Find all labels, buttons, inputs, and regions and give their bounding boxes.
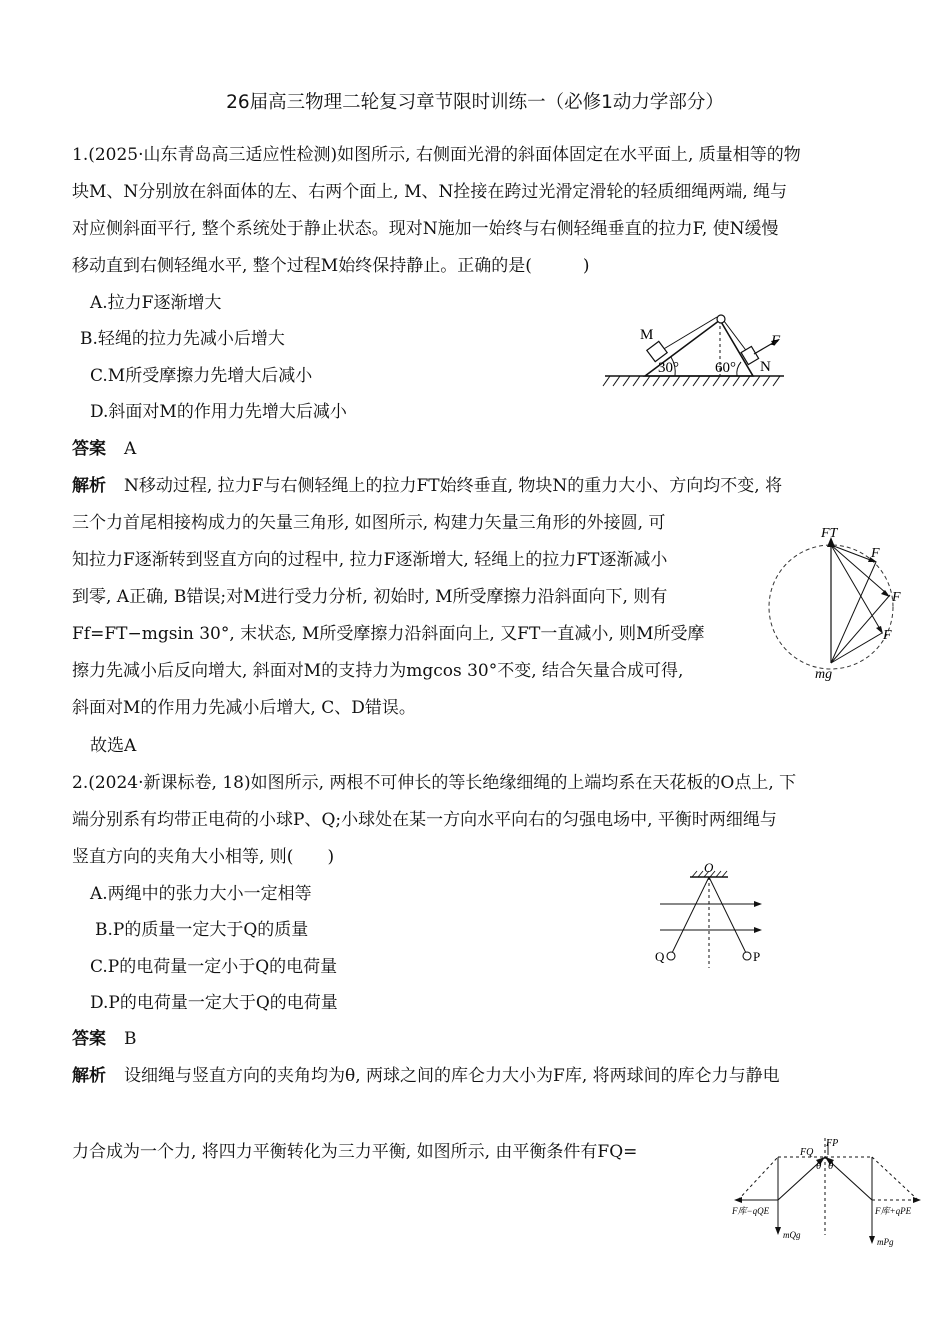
fig4-label-fq: FQ bbox=[800, 1147, 814, 1158]
q2-option-c: C.P的电荷量一定小于Q的电荷量 bbox=[90, 957, 338, 977]
q1-stem-line-1: 1.(2025·山东青岛高三适应性检测)如图所示, 右侧面光滑的斜面体固定在水平面上, 质量相等的物 bbox=[72, 145, 801, 165]
q1-incline-figure bbox=[600, 312, 790, 392]
q1-stem-line-3: 对应侧斜面平行, 整个系统处于静止状态。现对N施加一始终与右侧轻绳垂直的拉力F, 使N缓慢 bbox=[72, 219, 779, 239]
q1-force-circle-figure bbox=[765, 525, 915, 685]
q1-analysis-label: 解析 bbox=[72, 476, 106, 496]
fig4-label-fp: FP bbox=[826, 1138, 839, 1149]
q2-stem-line-3: 竖直方向的夹角大小相等, 则( ) bbox=[72, 847, 335, 867]
q1-option-c: C.M所受摩擦力先增大后减小 bbox=[90, 366, 313, 386]
fig2-label-ft: FT bbox=[821, 526, 838, 541]
fig3-label-p: P bbox=[753, 949, 761, 964]
q1-analysis-text-1: N移动过程, 拉力F与右侧轻绳上的拉力FT始终垂直, 物块N的重力大小、方向均不变, 将 bbox=[124, 476, 783, 496]
q1-analysis-line-4: 到零, A正确, B错误;对M进行受力分析, 初始时, M所受摩擦力沿斜面向下, 则有 bbox=[72, 587, 668, 607]
fig4-theta-left: θ bbox=[816, 1160, 822, 1172]
q2-force-figure bbox=[730, 1135, 925, 1250]
fig2-label-mg: mg bbox=[815, 667, 833, 682]
fig4-label-right-force: F库+qPE bbox=[875, 1206, 912, 1216]
q1-option-b: B.轻绳的拉力先减小后增大 bbox=[80, 329, 285, 349]
q1-option-a: A.拉力F逐渐增大 bbox=[90, 293, 222, 313]
q2-answer bbox=[72, 1024, 137, 1049]
fig4-theta-right: θ bbox=[828, 1160, 834, 1172]
q2-analysis-line-1 bbox=[72, 1061, 780, 1086]
q1-analysis-line-1 bbox=[72, 471, 782, 496]
q2-stem-line-2: 端分别系有均带正电荷的小球P、Q;小球处在某一方向水平向右的匀强电场中, 平衡时两细绳与 bbox=[72, 810, 777, 830]
fig3-label-q: Q bbox=[655, 949, 665, 964]
fig4-label-mp: mPg bbox=[877, 1237, 894, 1247]
q2-answer-value: B bbox=[124, 1029, 137, 1049]
q1-stem-line-2: 块M、N分别放在斜面体的左、右两个面上, M、N拴接在跨过光滑定滑轮的轻质细绳两端, 绳与 bbox=[72, 182, 788, 202]
q1-analysis-line-5: Ff=FT−mgsin 30°, 末状态, M所受摩擦力沿斜面向上, 又FT一直减小, 则M所受摩 bbox=[72, 624, 705, 644]
q2-field-figure bbox=[652, 860, 772, 970]
q1-stem-line-4: 移动直到右侧轻绳水平, 整个过程M始终保持静止。正确的是( ) bbox=[72, 256, 590, 276]
fig2-label-f2: F bbox=[892, 590, 901, 605]
q1-answer-value: A bbox=[124, 439, 137, 459]
q2-analysis-label: 解析 bbox=[72, 1066, 106, 1086]
q2-option-b: B.P的质量一定大于Q的质量 bbox=[95, 920, 309, 940]
page-title: 26届高三物理二轮复习章节限时训练一（必修1动力学部分） bbox=[226, 92, 724, 113]
q1-analysis-line-3: 知拉力F逐渐转到竖直方向的过程中, 拉力F逐渐增大, 轻绳上的拉力FT逐渐减小 bbox=[72, 550, 668, 570]
fig4-label-left-force: F库−qQE bbox=[732, 1206, 770, 1216]
fig1-label-m: M bbox=[640, 327, 654, 343]
fig2-label-f1: F bbox=[871, 546, 880, 561]
q1-answer-label: 答案 bbox=[72, 439, 106, 459]
q1-option-d: D.斜面对M的作用力先增大后减小 bbox=[90, 402, 347, 422]
q1-analysis-line-7: 斜面对M的作用力先减小后增大, C、D错误。 bbox=[72, 698, 416, 718]
q2-option-a: A.两绳中的张力大小一定相等 bbox=[90, 884, 312, 904]
fig4-label-mq: mQg bbox=[783, 1230, 801, 1240]
q2-analysis-line-2: 力合成为一个力, 将四力平衡转化为三力平衡, 如图所示, 由平衡条件有FQ= bbox=[72, 1142, 638, 1162]
q2-answer-label: 答案 bbox=[72, 1029, 106, 1049]
q1-conclusion: 故选A bbox=[90, 736, 137, 756]
q2-analysis-text-1: 设细绳与竖直方向的夹角均为θ, 两球之间的库仑力大小为F库, 将两球间的库仑力与静电 bbox=[124, 1066, 780, 1086]
fig1-angle-60: 60° bbox=[715, 360, 736, 376]
q1-analysis-line-2: 三个力首尾相接构成力的矢量三角形, 如图所示, 构建力矢量三角形的外接圆, 可 bbox=[72, 513, 666, 533]
q2-stem-line-1: 2.(2024·新课标卷, 18)如图所示, 两根不可伸长的等长绝缘细绳的上端均系在天花板的O点上, 下 bbox=[72, 773, 797, 793]
q1-answer bbox=[72, 434, 136, 459]
q2-option-d: D.P的电荷量一定大于Q的电荷量 bbox=[90, 993, 338, 1013]
q1-analysis-line-6: 擦力先减小后反向增大, 斜面对M的支持力为mgcos 30°不变, 结合矢量合成可得, bbox=[72, 661, 684, 681]
fig1-label-n: N bbox=[760, 359, 771, 375]
fig2-label-f3: F bbox=[883, 628, 892, 643]
fig3-label-o: O bbox=[704, 860, 714, 875]
fig1-angle-30: 30° bbox=[658, 360, 679, 376]
fig1-label-f: F bbox=[771, 333, 781, 349]
